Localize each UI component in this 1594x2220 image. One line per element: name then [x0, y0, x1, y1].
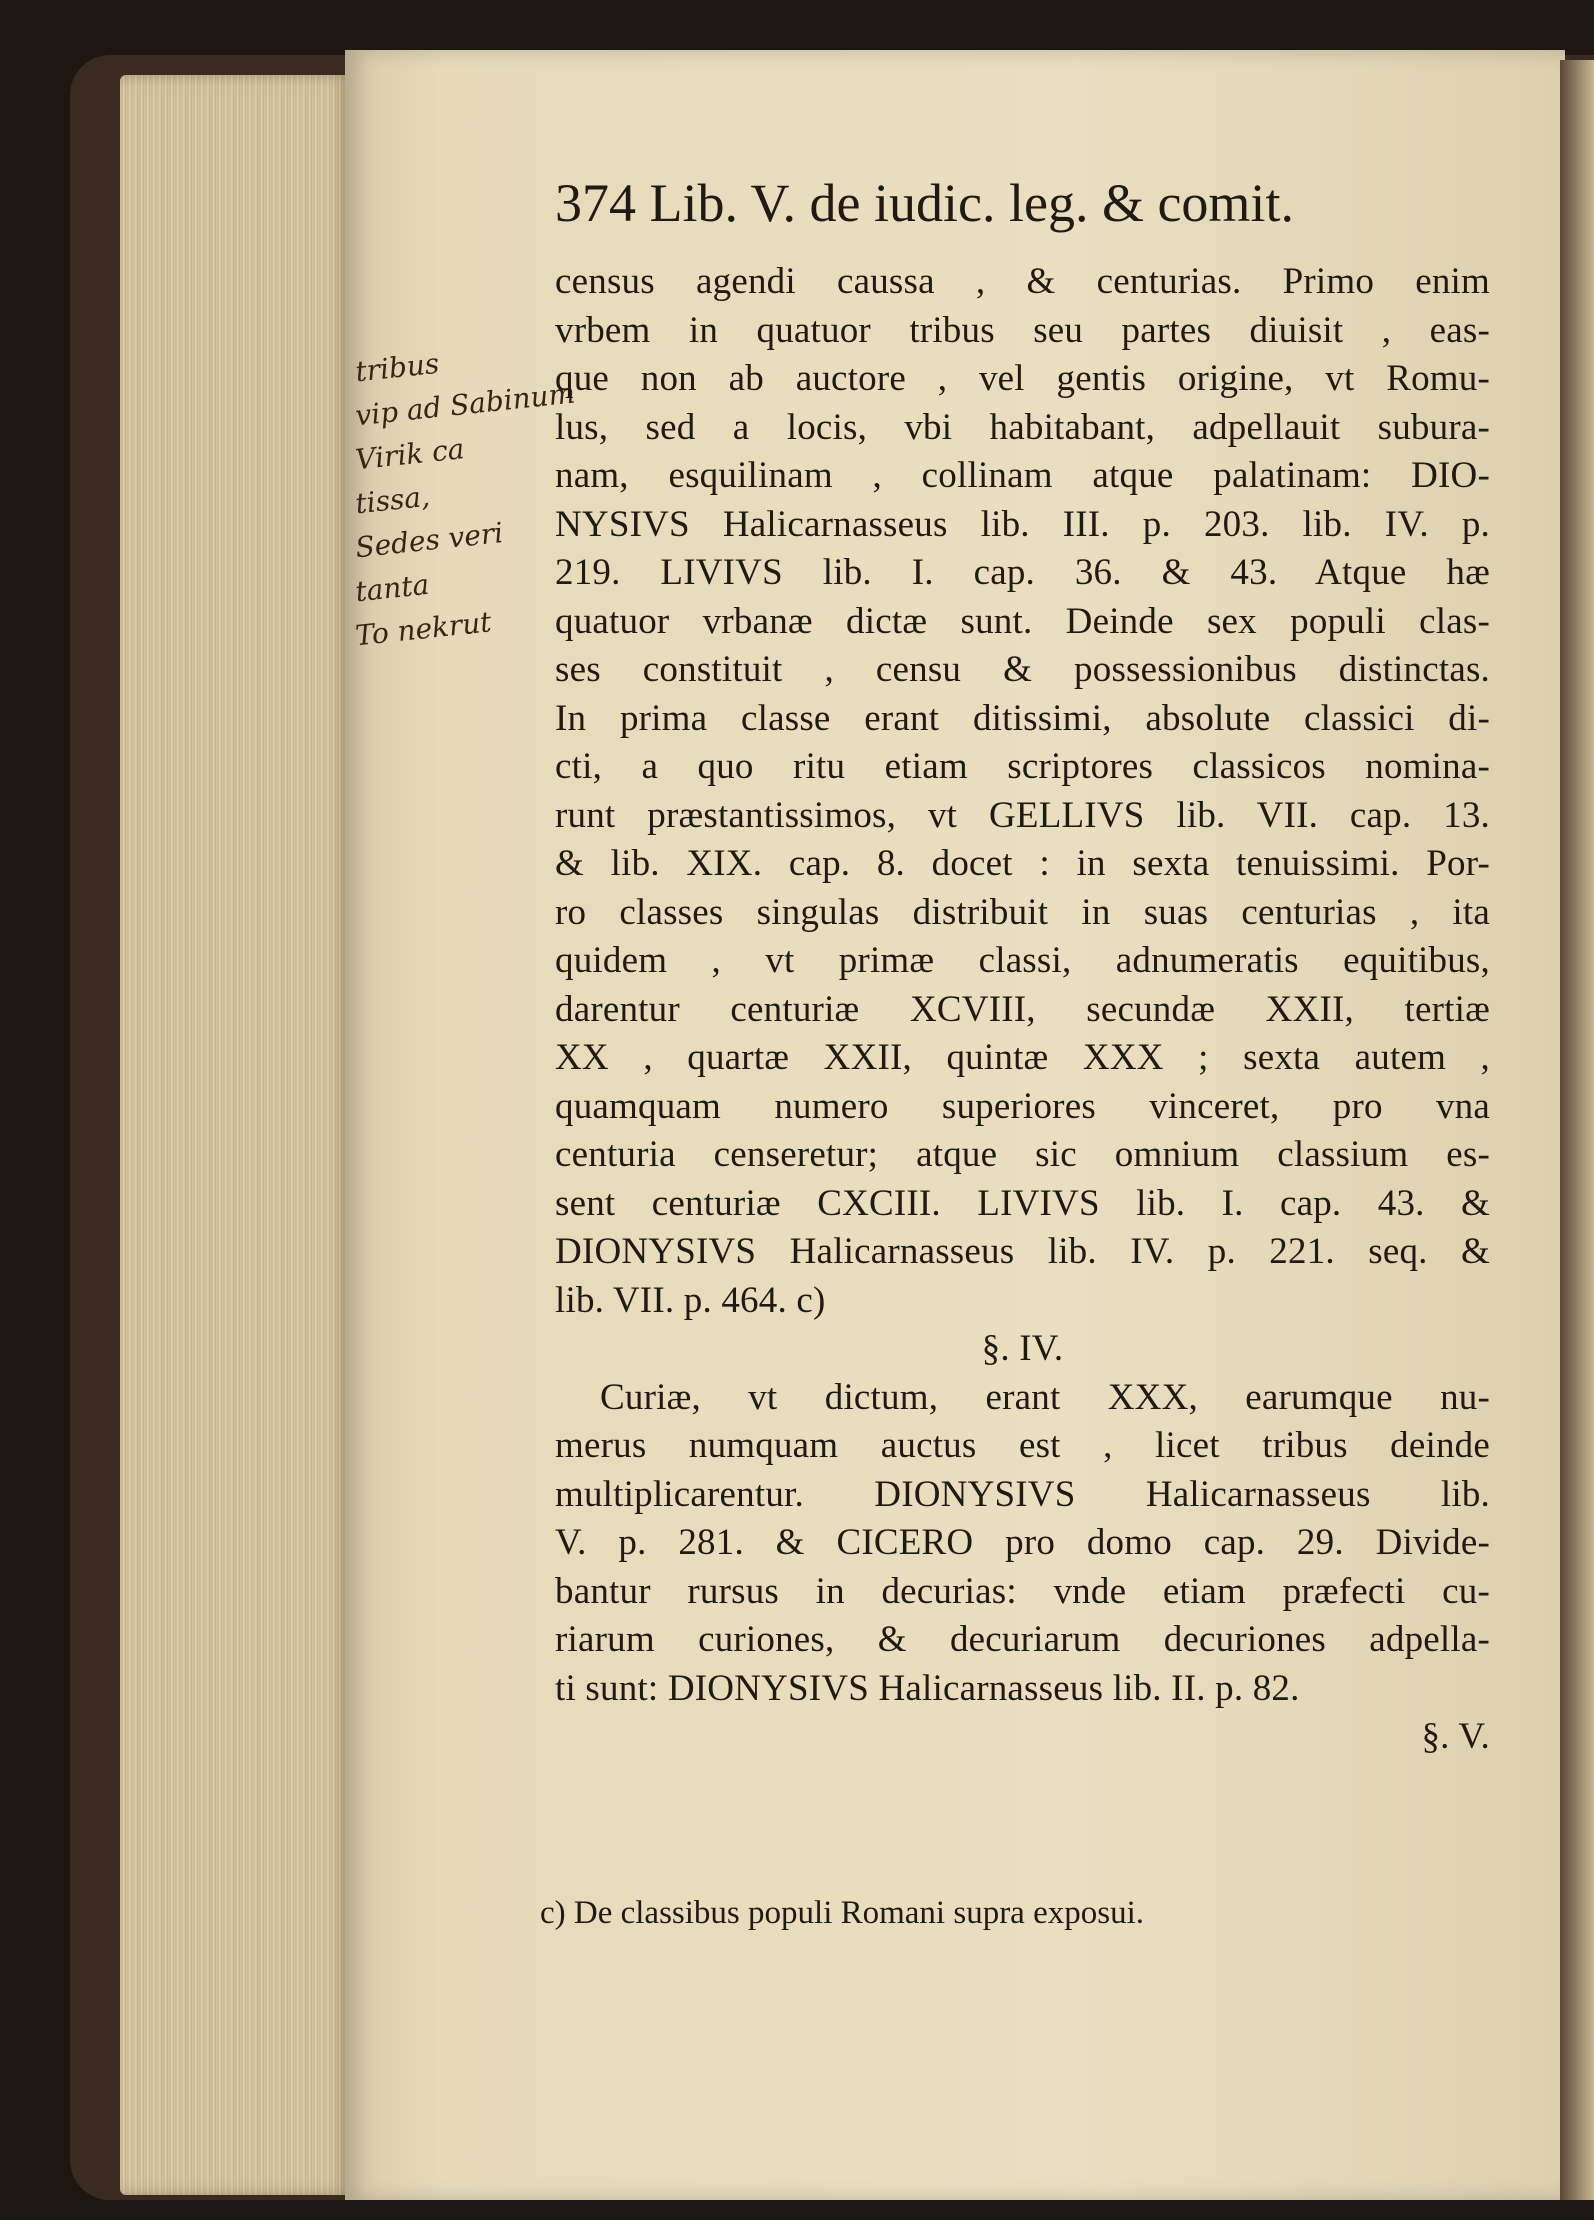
text-line: que non ab auctore , vel gentis origine, vt Romu- [555, 358, 1490, 399]
marginal-note: Virik ca [353, 432, 466, 477]
text-line: XX , quartæ XXII, quintæ XXX ; sexta autem , [555, 1037, 1490, 1078]
text-line: multiplicarentur. DIONYSIVS Halicarnasseus lib. [555, 1473, 1490, 1515]
handwritten-marginalia [353, 340, 577, 740]
text-line: quatuor vrbanæ dictæ sunt. Deinde sex populi clas- [555, 600, 1490, 642]
running-head: 374 Lib. V. de iudic. leg. & comit. [555, 173, 1294, 233]
text-line: 219. LIVIVS lib. I. cap. 36. & 43. Atque hæ [555, 552, 1490, 593]
text-line: ro classes singulas distribuit in suas centurias , ita [555, 891, 1490, 933]
text-line: ses constituit , censu & possessionibus distinctas. [555, 649, 1490, 690]
catchword: §. V. [1421, 1716, 1490, 1757]
page-edges [120, 75, 350, 2195]
section-heading: §. IV. [981, 1328, 1064, 1369]
marginal-note: tissa, [353, 479, 432, 521]
text-line: Curiæ, vt dictum, erant XXX, earumque nu- [600, 1376, 1490, 1418]
text-line: riarum curiones, & decuriarum decuriones adpella- [555, 1619, 1490, 1660]
text-line: V. p. 281. & CICERO pro domo cap. 29. Divide- [555, 1522, 1490, 1563]
facing-page-edge [1560, 60, 1594, 2200]
text-line: ti sunt: DIONYSIVS Halicarnasseus lib. II. p. 82. [555, 1667, 1300, 1709]
text-line: NYSIVS Halicarnasseus lib. III. p. 203. lib. IV. p. [555, 503, 1490, 545]
marginal-note: To nekrut [353, 605, 493, 653]
text-line: DIONYSIVS Halicarnasseus lib. IV. p. 221. seq. & [555, 1231, 1490, 1272]
text-line: darentur centuriæ XCVIII, secundæ XXII, tertiæ [555, 988, 1490, 1030]
text-line: cti, a quo ritu etiam scriptores classicos nomina- [555, 746, 1490, 787]
marginal-note: Sedes veri [353, 516, 505, 565]
text-line: centuria censeretur; atque sic omnium classium es- [555, 1134, 1490, 1175]
text-line: runt præstantissimos, vt GELLIVS lib. VII. cap. 13. [555, 794, 1490, 836]
text-line: In prima classe erant ditissimi, absolute classici di- [555, 697, 1490, 739]
marginal-note: vip ad Sabinum [353, 376, 577, 433]
text-line: quidem , vt primæ classi, adnumeratis equitibus, [555, 940, 1490, 981]
text-line: & lib. XIX. cap. 8. docet : in sexta tenuissimi. Por- [555, 843, 1490, 884]
text-line: census agendi caussa , & centurias. Primo enim [555, 261, 1490, 302]
text-line: lus, sed a locis, vbi habitabant, adpellauit suburа- [555, 406, 1490, 448]
marginal-note: tanta [353, 567, 431, 609]
footnote: c) De classibus populi Romani supra exposui. [540, 1895, 1144, 1931]
text-line: bantur rursus in decurias: vnde etiam præfecti cu- [555, 1570, 1490, 1612]
body-text [555, 258, 1490, 1762]
text-line: nam, esquilinam , collinam atque palatinam: DIO- [555, 455, 1490, 496]
text-line: lib. VII. p. 464. c) [555, 1279, 826, 1321]
text-line: quamquam numero superiores vinceret, pro vna [555, 1085, 1490, 1127]
marginal-note: tribus [353, 346, 441, 389]
text-line: vrbem in quatuor tribus seu partes diuisit , eas- [555, 309, 1490, 351]
text-line: sent centuriæ CXCIII. LIVIVS lib. I. cap. 43. & [555, 1182, 1490, 1224]
text-line: merus numquam auctus est , licet tribus deinde [555, 1425, 1490, 1466]
